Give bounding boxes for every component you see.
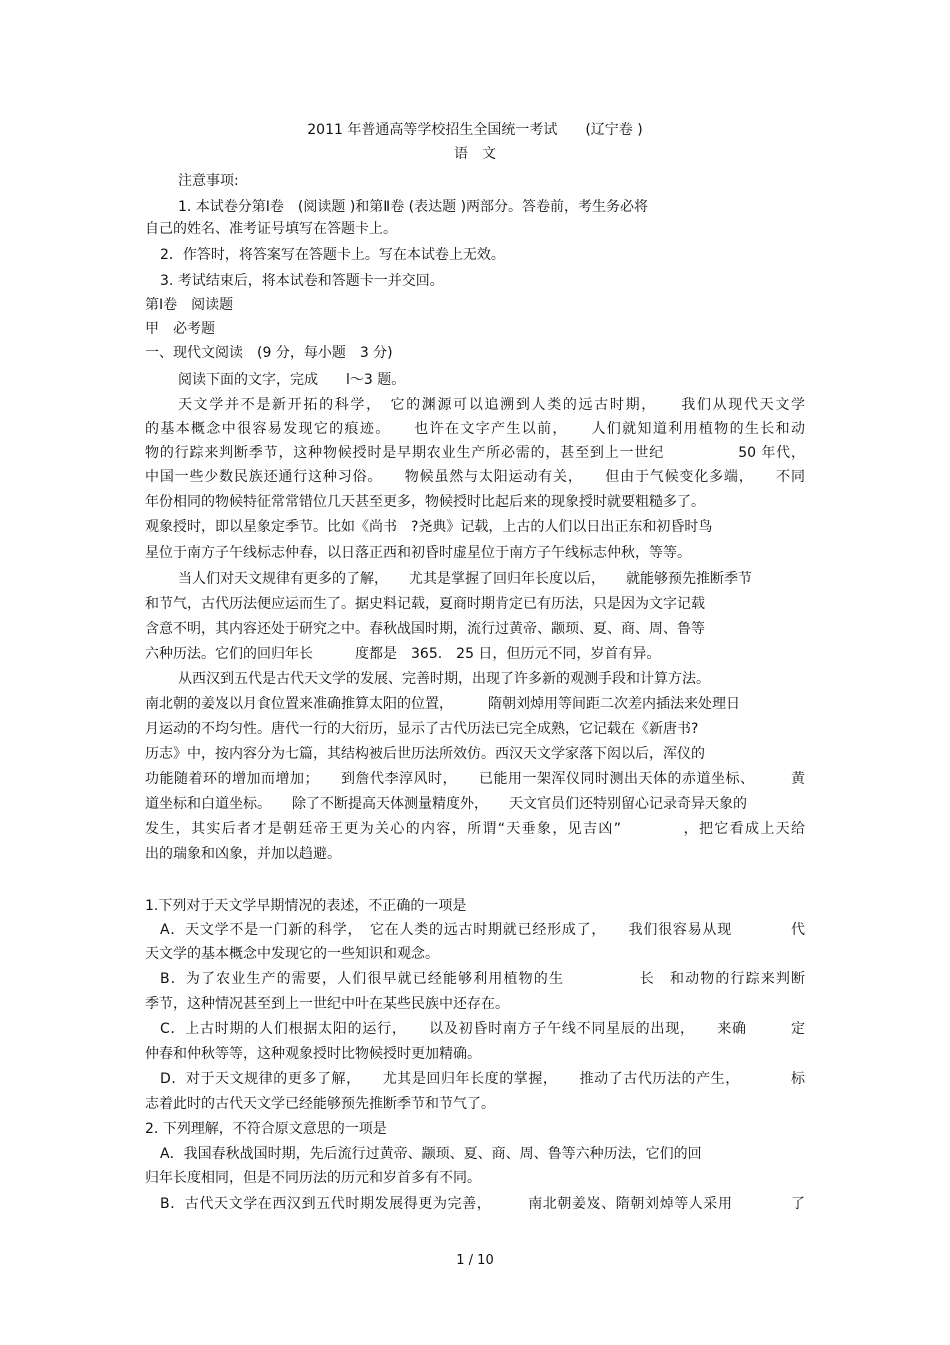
- question-1-option-a-cont: 天文学的基本概念中发现它的一些知识和观念。: [145, 946, 439, 962]
- passage-line: 道坐标和白道坐标。 除了不断提高天体测量精度外， 天文官员们还特别留心记录奇异天象的: [145, 796, 747, 812]
- passage-line: 功能随着环的增加而增加； 到詹代李淳风时， 已能用一架浑仪同时测出天体的赤道坐标、 黄: [145, 771, 805, 787]
- passage-line: 天文学并不是新开拓的科学， 它的渊源可以追溯到人类的远古时期， 我们从现代天文学: [178, 397, 805, 413]
- note-item-2: 2．作答时，将答案写在答题卡上。写在本试卷上无效。: [160, 247, 505, 263]
- passage-line: 年份相同的物候特征常常错位几天甚至更多，物候授时比起后来的现象授时就要粗糙多了。: [145, 494, 705, 510]
- question-1-option-b: B．为了农业生产的需要，人们很早就已经能够利用植物的生 长 和动物的行踪来判断: [160, 971, 805, 987]
- passage-line: 物的行踪来判断季节，这种物候授时是早期农业生产所必需的，甚至到上一世纪 50 年代，: [145, 445, 805, 461]
- question-2-option-a-cont: 归年长度相同，但是不同历法的历元和岁首多有不同。: [145, 1170, 481, 1186]
- passage-line: 当人们对天文规律有更多的了解， 尤其是掌握了回归年长度以后， 就能够预先推断季节: [178, 571, 752, 587]
- question-1-option-c: C．上古时期的人们根据太阳的运行， 以及初昏时南方子午线不同星辰的出现， 来确 定: [160, 1021, 805, 1037]
- passage-line: 从西汉到五代是古代天文学的发展、完善时期，出现了许多新的观测手段和计算方法。: [178, 671, 710, 687]
- question-1-option-c-cont: 仲春和仲秋等等，这种观象授时比物候授时更加精确。: [145, 1046, 481, 1062]
- exam-title: 2011 年普通高等学校招生全国统一考试 (辽宁卷 ): [307, 122, 643, 138]
- passage-line: 六种历法。它们的回归年长 度都是 365. 25 日，但历元不同，岁首有异。: [145, 646, 661, 662]
- passage-line: 的基本概念中很容易发现它的痕迹。 也许在文字产生以前， 人们就知道利用植物的生长和动: [145, 421, 805, 437]
- reading-instruction: 阅读下面的文字，完成 l～3 题。: [178, 372, 406, 388]
- question-1-option-a: A．天文学不是一门新的科学， 它在人类的远古时期就已经形成了， 我们很容易从现 代: [160, 922, 805, 938]
- question-1-option-b-cont: 季节，这种情况甚至到上一世纪中叶在某些民族中还存在。: [145, 996, 509, 1012]
- part-a-heading: 甲 必考题: [145, 321, 215, 337]
- passage-line: 星位于南方子午线标志仲春，以日落正西和初昏时虚星位于南方子午线标志仲秋，等等。: [145, 545, 691, 561]
- subject-title: 语 文: [454, 146, 496, 162]
- passage-line: 月运动的不均匀性。唐代一行的大衍历，显示了古代历法已完全成熟，它记载在《新唐书?: [145, 721, 699, 737]
- passage-line: 含意不明，其内容还处于研究之中。春秋战国时期，流行过黄帝、颛顼、夏、商、周、鲁等: [145, 621, 705, 637]
- page-number: 1 / 10: [456, 1253, 494, 1268]
- question-2-option-a: A．我国春秋战国时期，先后流行过黄帝、颛顼、夏、商、周、鲁等六种历法，它们的回: [160, 1146, 702, 1162]
- passage-line: 中国一些少数民族还通行这种习俗。 物候虽然与太阳运动有关， 但由于气候变化多端， 不同: [145, 469, 805, 485]
- question-1-stem: 1.下列对于天文学早期情况的表述，不正确的一项是: [145, 898, 467, 914]
- note-item-3: 3. 考试结束后，将本试卷和答题卡一并交回。: [160, 273, 444, 289]
- passage-line: 发生，其实后者才是朝廷帝王更为关心的内容，所谓“天垂象，见吉凶” ，把它看成上天给: [145, 821, 805, 837]
- passage-line: 观象授时，即以星象定季节。比如《尚书 ?尧典》记载，上古的人们以日出正东和初昏时鸟: [145, 519, 713, 535]
- question-2-stem: 2. 下列理解，不符合原文意思的一项是: [145, 1121, 387, 1137]
- part-1-heading: 第Ⅰ卷 阅读题: [145, 297, 234, 313]
- passage-line: 和节气，古代历法便应运而生了。据史料记载，夏商时期肯定已有历法，只是因为文字记载: [145, 596, 705, 612]
- question-2-option-b: B．古代天文学在西汉到五代时期发展得更为完善， 南北朝姜岌、隋朝刘焯等人采用 了: [160, 1196, 805, 1212]
- note-item-1-line-1: 1. 本试卷分第Ⅰ卷 (阅读题 )和第Ⅱ卷 (表达题 )两部分。答卷前，考生务必将: [178, 199, 649, 215]
- passage-line: 南北朝的姜岌以月食位置来准确推算太阳的位置， 隋朝刘焯用等间距二次差内插法来处理日: [145, 696, 740, 712]
- question-1-option-d: D．对于天文规律的更多了解， 尤其是回归年长度的掌握， 推动了古代历法的产生， 标: [160, 1071, 805, 1087]
- question-group-heading: 一、现代文阅读 (9 分，每小题 3 分): [145, 345, 393, 361]
- passage-line: 历志》中，按内容分为七篇，其结构被后世历法所效仿。西汉天文学家落下闳以后，浑仪的: [145, 746, 705, 762]
- notes-heading: 注意事项:: [178, 173, 239, 189]
- note-item-1-line-2: 自己的姓名、准考证号填写在答题卡上。: [145, 221, 397, 237]
- passage-line: 出的瑞象和凶象，并加以趋避。: [145, 846, 341, 862]
- question-1-option-d-cont: 志着此时的古代天文学已经能够预先推断季节和节气了。: [145, 1096, 495, 1112]
